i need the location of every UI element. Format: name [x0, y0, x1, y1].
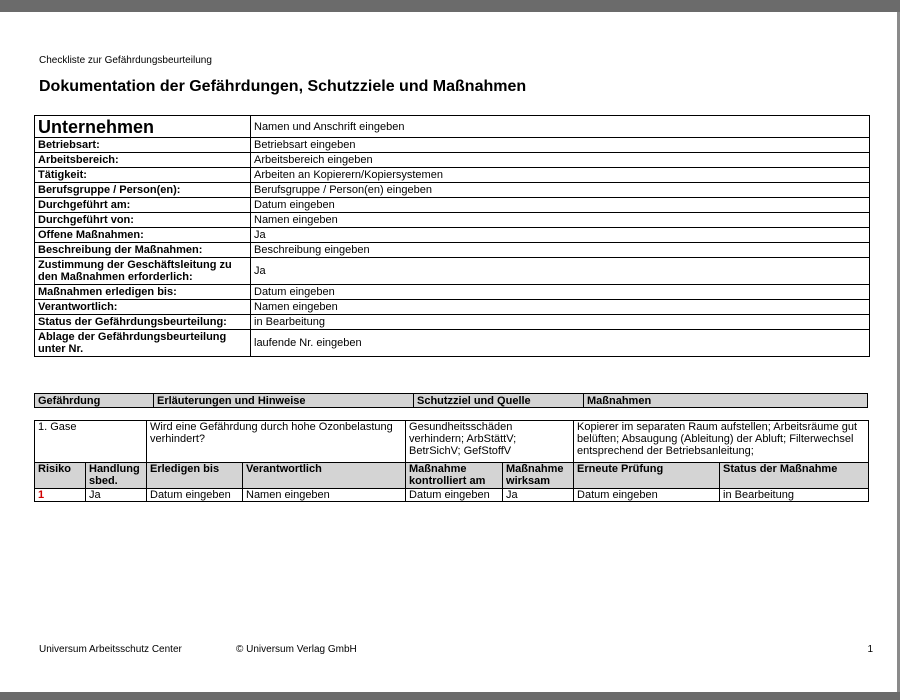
hazard-goal: Gesundheitsschäden verhindern; ArbStättV; BetrSichV; GefStoffV: [406, 421, 574, 463]
info-value[interactable]: Arbeiten an Kopierern/Kopiersystemen: [251, 168, 870, 183]
info-value[interactable]: Ja: [251, 258, 870, 285]
info-value[interactable]: in Bearbeitung: [251, 315, 870, 330]
info-row: [35, 198, 870, 213]
risk-value[interactable]: 1: [35, 489, 86, 502]
info-value[interactable]: Datum eingeben: [251, 198, 870, 213]
header-status: Status der Maßnahme: [720, 463, 869, 489]
handlung-value[interactable]: Ja: [86, 489, 147, 502]
status-value[interactable]: in Bearbeitung: [720, 489, 869, 502]
status-header-row: [35, 463, 869, 489]
info-label: Verantwortlich:: [35, 300, 251, 315]
header-pruefung: Erneute Prüfung: [574, 463, 720, 489]
info-label: Berufsgruppe / Person(en):: [35, 183, 251, 198]
header-gefaehrdung: Gefährdung: [35, 394, 154, 408]
info-value[interactable]: Namen eingeben: [251, 300, 870, 315]
info-row: [35, 300, 870, 315]
hazard-question: Wird eine Gefährdung durch hohe Ozonbelastung verhindert?: [147, 421, 406, 463]
hazard-row: [35, 421, 869, 463]
erledigen-value[interactable]: Datum eingeben: [147, 489, 243, 502]
hazard-measures: Kopierer im separaten Raum aufstellen; Arbeitsräume gut belüften; Absaugung (Ableitung) der Abluft; Filterwechsel entsprechend der Betriebsanleitung;: [574, 421, 869, 463]
header-erlaeuterungen: Erläuterungen und Hinweise: [154, 394, 414, 408]
info-label: Durchgeführt am:: [35, 198, 251, 213]
info-row: [35, 116, 870, 138]
info-value[interactable]: laufende Nr. eingeben: [251, 330, 870, 357]
info-label: Betriebsart:: [35, 138, 251, 153]
header-wirksam: Maßnahme wirksam: [503, 463, 574, 489]
info-row: [35, 228, 870, 243]
hazard-name: 1. Gase: [35, 421, 147, 463]
section-header-table: [34, 393, 868, 408]
footer-copyright: © Universum Verlag GmbH: [236, 644, 357, 655]
info-row: [35, 285, 870, 300]
info-row: [35, 138, 870, 153]
status-value-row: [35, 489, 869, 502]
info-label: Beschreibung der Maßnahmen:: [35, 243, 251, 258]
window-top-bar: [0, 0, 900, 12]
info-row: [35, 258, 870, 285]
header-verantwortlich: Verantwortlich: [243, 463, 406, 489]
document-title: Dokumentation der Gefährdungen, Schutzziele und Maßnahmen: [39, 78, 527, 95]
header-risiko: Risiko: [35, 463, 86, 489]
info-label: Maßnahmen erledigen bis:: [35, 285, 251, 300]
window-bottom-bar: [0, 692, 900, 700]
hazard-table: [34, 420, 869, 502]
document-subtitle: Checkliste zur Gefährdungsbeurteilung: [39, 55, 212, 66]
info-row: [35, 330, 870, 357]
header-erledigen: Erledigen bis: [147, 463, 243, 489]
page-number: 1: [867, 644, 873, 655]
header-schutzziel: Schutzziel und Quelle: [414, 394, 584, 408]
wirksam-value[interactable]: Ja: [503, 489, 574, 502]
verantwortlich-value[interactable]: Namen eingeben: [243, 489, 406, 502]
info-row: [35, 168, 870, 183]
info-value[interactable]: Arbeitsbereich eingeben: [251, 153, 870, 168]
info-value[interactable]: Berufsgruppe / Person(en) eingeben: [251, 183, 870, 198]
info-value[interactable]: Beschreibung eingeben: [251, 243, 870, 258]
info-value[interactable]: Betriebsart eingeben: [251, 138, 870, 153]
info-value[interactable]: Namen eingeben: [251, 213, 870, 228]
info-label: Status der Gefährdungsbeurteilung:: [35, 315, 251, 330]
info-value[interactable]: Namen und Anschrift eingeben: [251, 116, 870, 138]
info-label: Zustimmung der Geschäftsleitung zu den Maßnahmen erforderlich:: [35, 258, 251, 285]
kontrolliert-value[interactable]: Datum eingeben: [406, 489, 503, 502]
header-massnahmen: Maßnahmen: [584, 394, 868, 408]
info-label: Durchgeführt von:: [35, 213, 251, 228]
footer-left: Universum Arbeitsschutz Center: [39, 644, 182, 655]
info-row: [35, 213, 870, 228]
header-handlung: Handlung sbed.: [86, 463, 147, 489]
header-kontrolliert: Maßnahme kontrolliert am: [406, 463, 503, 489]
info-row: [35, 183, 870, 198]
info-row: [35, 243, 870, 258]
section-header-row: [35, 394, 868, 408]
info-label: Offene Maßnahmen:: [35, 228, 251, 243]
pruefung-value[interactable]: Datum eingeben: [574, 489, 720, 502]
info-label: Arbeitsbereich:: [35, 153, 251, 168]
info-value[interactable]: Ja: [251, 228, 870, 243]
info-row: [35, 315, 870, 330]
info-label: Unternehmen: [35, 116, 251, 138]
info-label: Tätigkeit:: [35, 168, 251, 183]
company-info-table: [34, 115, 870, 357]
info-value[interactable]: Datum eingeben: [251, 285, 870, 300]
info-label: Ablage der Gefährdungsbeurteilung unter Nr.: [35, 330, 251, 357]
info-row: [35, 153, 870, 168]
